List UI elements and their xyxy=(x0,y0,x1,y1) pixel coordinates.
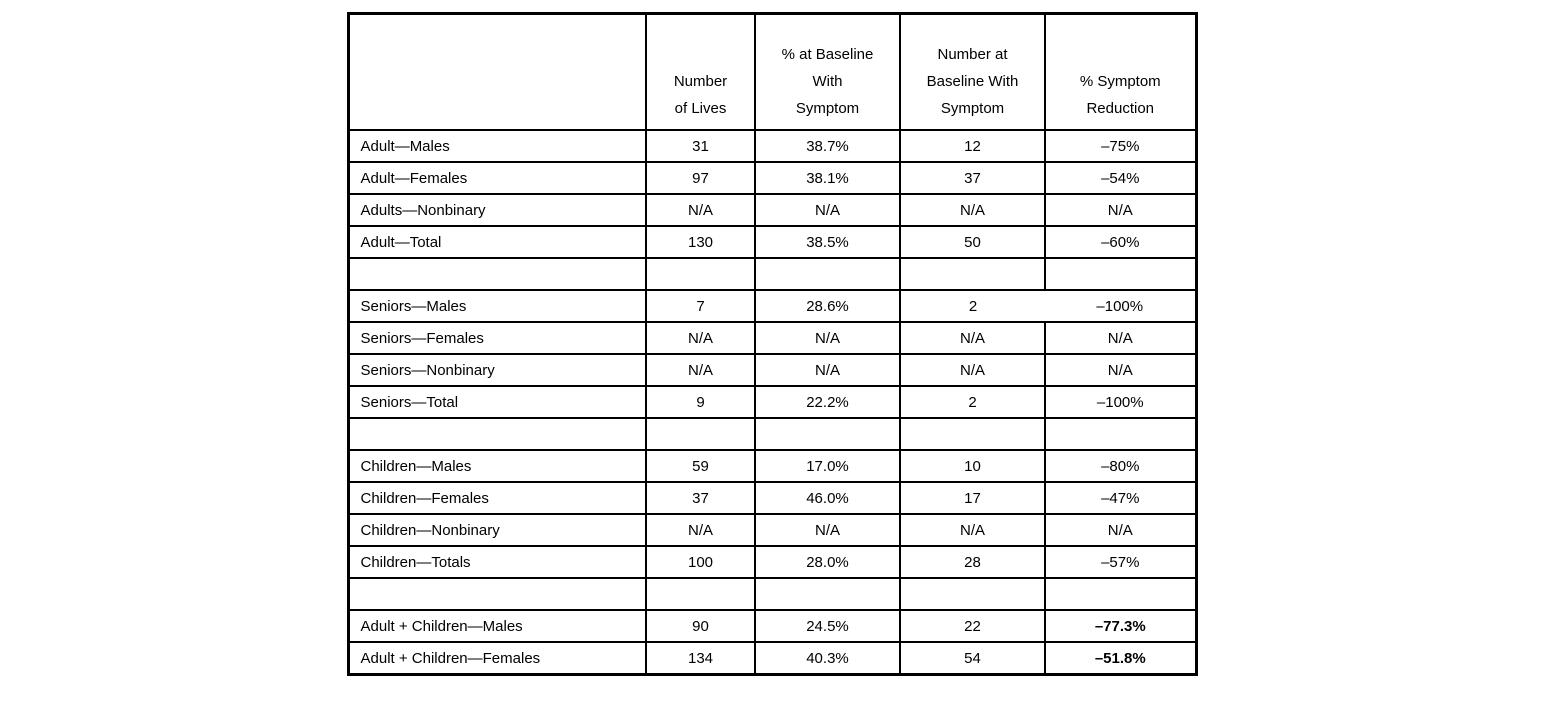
row-label-cell: Adult—Males xyxy=(348,130,646,162)
symptom-reduction-table xyxy=(347,12,1198,676)
value-cell: 134 xyxy=(646,642,755,675)
column-header-line: Symptom xyxy=(795,100,860,117)
value-cell xyxy=(646,258,755,290)
table-row xyxy=(348,450,1196,482)
table-row xyxy=(348,642,1196,675)
value-cell: –77.3% xyxy=(1045,610,1196,642)
value-cell: 90 xyxy=(646,610,755,642)
column-header-line: Number xyxy=(673,73,728,90)
column-header-cell xyxy=(900,14,1045,131)
value-cell: –54% xyxy=(1045,162,1196,194)
row-label-cell: Seniors—Nonbinary xyxy=(348,354,646,386)
value-cell: 100 xyxy=(646,546,755,578)
row-label-cell xyxy=(348,578,646,610)
value-cell: 46.0% xyxy=(755,482,900,514)
row-label-cell: Seniors—Total xyxy=(348,386,646,418)
row-label-cell: Children—Nonbinary xyxy=(348,514,646,546)
value-cell: –60% xyxy=(1045,226,1196,258)
value-cell: N/A xyxy=(1045,194,1196,226)
row-label-cell: Adult—Total xyxy=(348,226,646,258)
value-cell: N/A xyxy=(900,514,1045,546)
value-cell: –100% xyxy=(1045,290,1196,322)
value-cell: N/A xyxy=(646,194,755,226)
value-cell: N/A xyxy=(1045,322,1196,354)
row-label-cell xyxy=(348,258,646,290)
page xyxy=(0,12,1544,728)
value-cell: 9 xyxy=(646,386,755,418)
table-row xyxy=(348,514,1196,546)
value-cell xyxy=(755,578,900,610)
column-header-line: Symptom xyxy=(940,100,1005,117)
table-row xyxy=(348,162,1196,194)
spacer-row xyxy=(348,258,1196,290)
value-cell: N/A xyxy=(755,322,900,354)
column-header-cell xyxy=(755,14,900,131)
value-cell: 22.2% xyxy=(755,386,900,418)
value-cell: 38.5% xyxy=(755,226,900,258)
table-row xyxy=(348,290,1196,322)
value-cell xyxy=(900,578,1045,610)
table-row xyxy=(348,354,1196,386)
value-cell: 17.0% xyxy=(755,450,900,482)
value-cell xyxy=(1045,418,1196,450)
value-cell xyxy=(755,258,900,290)
value-cell: N/A xyxy=(755,354,900,386)
column-header-line: Reduction xyxy=(1086,100,1155,117)
row-label-cell: Adults—Nonbinary xyxy=(348,194,646,226)
value-cell: 28.0% xyxy=(755,546,900,578)
column-header-line: % at Baseline xyxy=(781,46,874,63)
value-cell: –47% xyxy=(1045,482,1196,514)
row-label-cell: Adult + Children—Females xyxy=(348,642,646,675)
column-header-line: Baseline With xyxy=(926,73,1019,90)
value-cell: N/A xyxy=(900,354,1045,386)
spacer-row xyxy=(348,418,1196,450)
column-header-cell xyxy=(646,14,755,131)
table-row xyxy=(348,482,1196,514)
value-cell xyxy=(900,258,1045,290)
value-cell: –100% xyxy=(1045,386,1196,418)
value-cell: 10 xyxy=(900,450,1045,482)
value-cell: 38.7% xyxy=(755,130,900,162)
value-cell: –80% xyxy=(1045,450,1196,482)
value-cell: N/A xyxy=(900,194,1045,226)
spacer-row xyxy=(348,578,1196,610)
table-row xyxy=(348,386,1196,418)
row-label-cell: Seniors—Males xyxy=(348,290,646,322)
value-cell: 28 xyxy=(900,546,1045,578)
row-label-cell: Children—Females xyxy=(348,482,646,514)
row-label-cell: Adult + Children—Males xyxy=(348,610,646,642)
value-cell: N/A xyxy=(646,514,755,546)
value-cell xyxy=(646,418,755,450)
value-cell: 54 xyxy=(900,642,1045,675)
value-cell: N/A xyxy=(646,322,755,354)
value-cell xyxy=(900,418,1045,450)
corner-header-cell xyxy=(348,14,646,131)
value-cell: N/A xyxy=(646,354,755,386)
value-cell xyxy=(1045,578,1196,610)
value-cell: 31 xyxy=(646,130,755,162)
column-header-line: % Symptom xyxy=(1079,73,1161,90)
row-label-cell: Children—Totals xyxy=(348,546,646,578)
value-cell: –75% xyxy=(1045,130,1196,162)
table-row xyxy=(348,322,1196,354)
value-cell: N/A xyxy=(900,322,1045,354)
value-cell: N/A xyxy=(1045,354,1196,386)
value-cell: 7 xyxy=(646,290,755,322)
header-row xyxy=(348,14,1196,131)
value-cell: 22 xyxy=(900,610,1045,642)
value-cell: 2 xyxy=(900,386,1045,418)
table-row xyxy=(348,546,1196,578)
value-cell xyxy=(1045,258,1196,290)
row-label-cell: Adult—Females xyxy=(348,162,646,194)
column-header-line: With xyxy=(812,73,843,90)
table-header xyxy=(348,14,1196,131)
value-cell: 17 xyxy=(900,482,1045,514)
row-label-cell: Seniors—Females xyxy=(348,322,646,354)
table-body xyxy=(348,130,1196,675)
value-cell: 130 xyxy=(646,226,755,258)
value-cell: 50 xyxy=(900,226,1045,258)
column-header-line: of Lives xyxy=(674,100,727,117)
value-cell: 28.6% xyxy=(755,290,900,322)
row-label-cell: Children—Males xyxy=(348,450,646,482)
value-cell xyxy=(755,418,900,450)
value-cell: 38.1% xyxy=(755,162,900,194)
value-cell: N/A xyxy=(755,194,900,226)
table-row xyxy=(348,610,1196,642)
value-cell: 97 xyxy=(646,162,755,194)
value-cell: 12 xyxy=(900,130,1045,162)
value-cell: N/A xyxy=(1045,514,1196,546)
value-cell: N/A xyxy=(755,514,900,546)
table-row xyxy=(348,226,1196,258)
value-cell: –57% xyxy=(1045,546,1196,578)
table-row xyxy=(348,194,1196,226)
value-cell: 24.5% xyxy=(755,610,900,642)
value-cell: 2 xyxy=(900,290,1045,322)
table-canvas xyxy=(0,12,1544,728)
column-header-line: Number at xyxy=(937,46,1008,63)
value-cell: 40.3% xyxy=(755,642,900,675)
column-header-cell xyxy=(1045,14,1196,131)
value-cell: 59 xyxy=(646,450,755,482)
value-cell xyxy=(646,578,755,610)
value-cell: 37 xyxy=(646,482,755,514)
value-cell: –51.8% xyxy=(1045,642,1196,675)
value-cell: 37 xyxy=(900,162,1045,194)
table-row xyxy=(348,130,1196,162)
row-label-cell xyxy=(348,418,646,450)
